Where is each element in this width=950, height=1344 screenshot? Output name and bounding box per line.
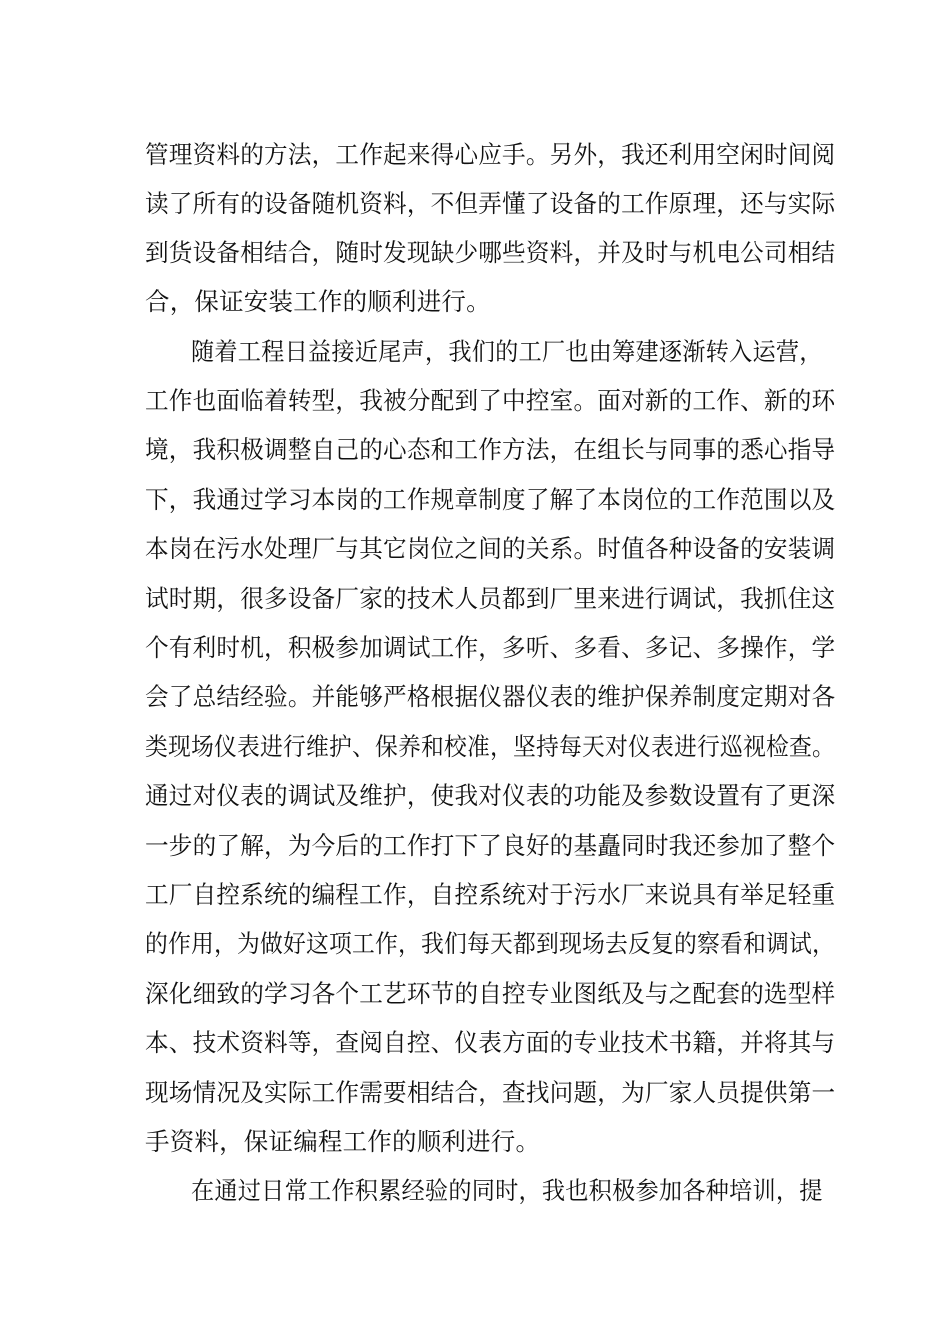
text-line: 类现场仪表进行维护、保养和校准，坚持每天对仪表进行巡视检查。 [145, 732, 836, 761]
text-line: 试时期，很多设备厂家的技术人员都到厂里来进行调试，我抓住这 [145, 584, 836, 613]
text-line: 通过对仪表的调试及维护，使我对仪表的功能及参数设置有了更深 [145, 781, 836, 810]
text-line: 读了所有的设备随机资料，不但弄懂了设备的工作原理，还与实际 [145, 189, 836, 218]
text-line: 工厂自控系统的编程工作，自控系统对于污水厂来说具有举足轻重 [145, 880, 836, 909]
text-line: 境，我积极调整自己的心态和工作方法，在组长与同事的悉心指导 [145, 435, 836, 464]
text-line: 下，我通过学习本岗的工作规章制度了解了本岗位的工作范围以及 [145, 485, 836, 514]
text-line: 管理资料的方法，工作起来得心应手。另外，我还利用空闲时间阅 [145, 140, 836, 169]
text-line: 手资料，保证编程工作的顺利进行。 [145, 1127, 541, 1156]
text-line: 本、技术资料等，查阅自控、仪表方面的专业技术书籍，并将其与 [145, 1028, 836, 1057]
text-line-paragraph-start: 随着工程日益接近尾声，我们的工厂也由筹建逐渐转入运营， [191, 337, 823, 366]
text-line-paragraph-start: 在通过日常工作积累经验的同时，我也积极参加各种培训，提 [191, 1176, 823, 1205]
text-line: 合，保证安装工作的顺利进行。 [145, 287, 491, 316]
text-line: 一步的了解，为今后的工作打下了良好的基矗同时我还参加了整个 [145, 831, 836, 860]
text-line: 到货设备相结合，随时发现缺少哪些资料，并及时与机电公司相结 [145, 238, 836, 267]
text-line: 个有利时机，积极参加调试工作，多听、多看、多记、多操作，学 [145, 633, 836, 662]
text-line: 本岗在污水处理厂与其它岗位之间的关系。时值各种设备的安装调 [145, 534, 836, 563]
text-line: 现场情况及实际工作需要相结合，查找问题，为厂家人员提供第一 [145, 1078, 836, 1107]
text-line: 的作用，为做好这项工作，我们每天都到现场去反复的察看和调试， [145, 929, 836, 958]
text-line: 会了总结经验。并能够严格根据仪器仪表的维护保养制度定期对各 [145, 682, 836, 711]
text-line: 工作也面临着转型，我被分配到了中控室。面对新的工作、新的环 [145, 386, 836, 415]
text-line: 深化细致的学习各个工艺环节的自控专业图纸及与之配套的选型样 [145, 979, 836, 1008]
